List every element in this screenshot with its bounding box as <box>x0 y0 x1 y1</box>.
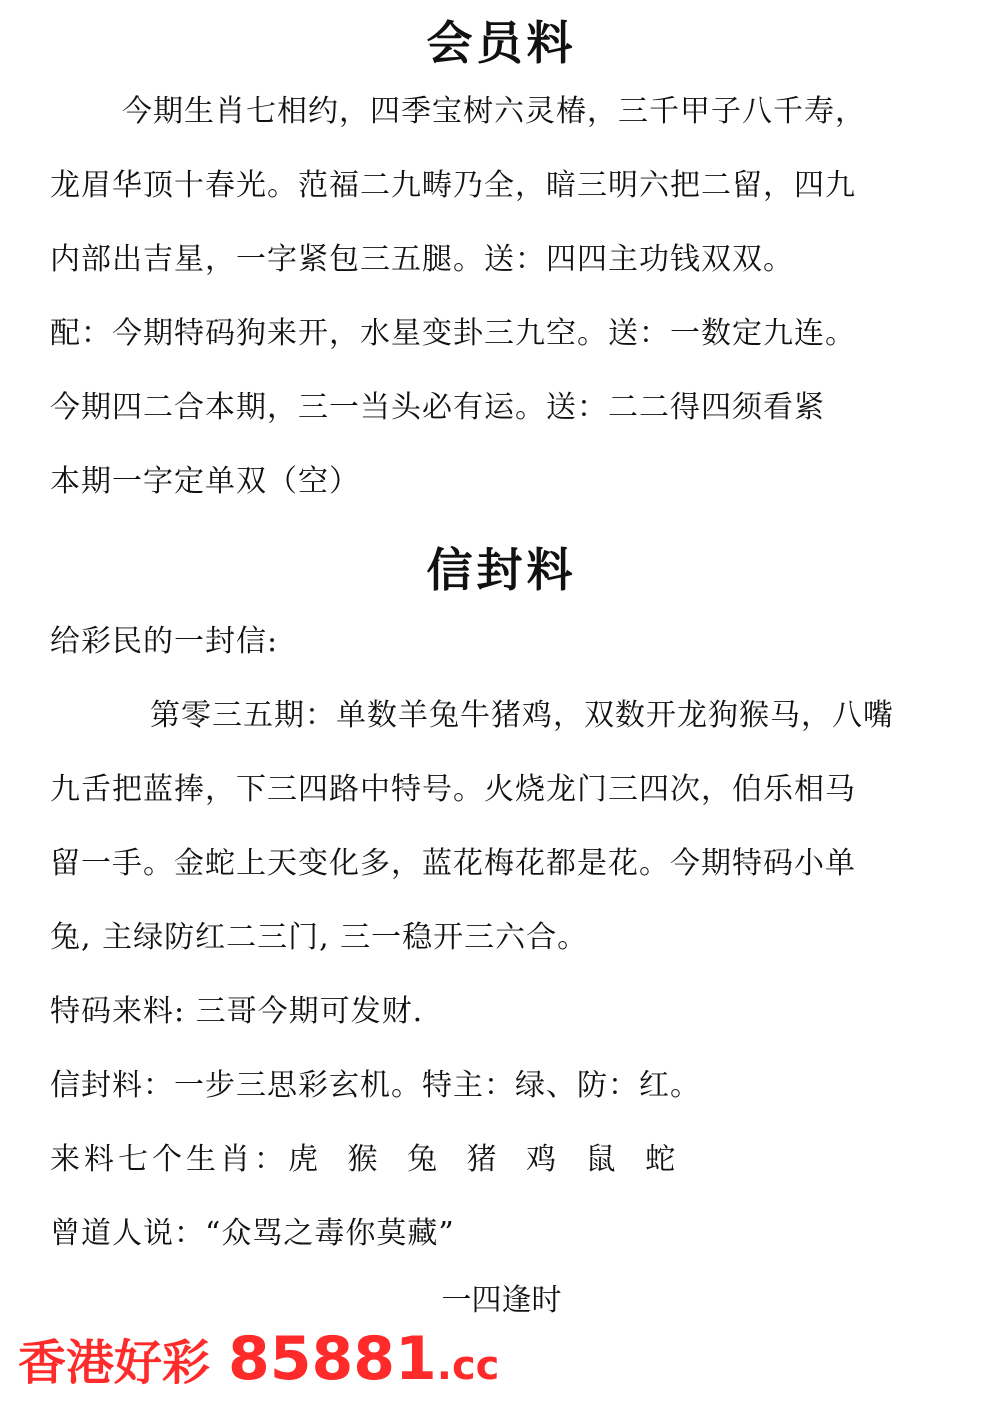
closing-line: 一四逢时 <box>441 1283 562 1319</box>
envelope-verse-line-3: 留一手。金蛇上天变化多，蓝花梅花都是花。今期特码小单 <box>50 846 856 882</box>
section-title-member: 会员料 <box>426 16 577 70</box>
envelope-verse <box>50 679 953 975</box>
member-line-2: 今期四二合本期，三一当头必有运。送：二二得四须看紧 <box>50 389 825 425</box>
envelope-line-1: 特码来料: 三哥今期可发财. <box>50 994 424 1030</box>
watermark <box>18 1324 499 1394</box>
member-line-3: 本期一字定单双（空） <box>50 463 360 499</box>
member-verse-line-3: 内部出吉星，一字紧包三五腿。送：四四主功钱双双。 <box>50 241 794 277</box>
member-extra-lines <box>50 297 953 519</box>
member-verse-line-1: 今期生肖七相约，四季宝树六灵椿，三千甲子八千寿， <box>122 93 866 129</box>
envelope-verse-line-2: 九舌把蓝捧，下三四路中特号。火烧龙门三四次，伯乐相马 <box>50 772 856 808</box>
envelope-lead: 给彩民的一封信: <box>50 624 279 660</box>
zodiac-list: 虎 猴 兔 猪 鸡 鼠 蛇 <box>288 1142 686 1178</box>
quote-label: 曾道人说： <box>50 1216 205 1252</box>
zodiac-label: 来料七个生肖： <box>50 1142 288 1178</box>
member-verse-line-2: 龙眉华顶十春光。范福二九畴乃全，暗三明六把二留，四九 <box>50 167 856 203</box>
quote-text: “众骂之毒你莫藏” <box>205 1216 455 1252</box>
envelope-verse-line-1: 第零三五期：单数羊兔牛猪鸡，双数开龙狗猴马，八嘴 <box>150 698 894 734</box>
zodiac-row <box>50 1123 953 1197</box>
envelope-line-2: 信封料：一步三思彩玄机。特主：绿、防：红。 <box>50 1068 701 1104</box>
envelope-extra-lines <box>50 975 953 1123</box>
section-title-envelope: 信封料 <box>426 542 577 597</box>
member-verse <box>50 75 953 297</box>
watermark-number: 85881 <box>228 1324 437 1394</box>
quote-row <box>50 1197 953 1271</box>
watermark-brand: 香港好彩 <box>18 1335 211 1391</box>
envelope-verse-line-4: 兔, 主绿防红二三门, 三一稳开三六合。 <box>50 920 589 956</box>
document-page <box>0 18 1003 1406</box>
member-line-1: 配：今期特码狗来开，水星变卦三九空。送：一数定九连。 <box>50 315 856 351</box>
watermark-suffix: .cc <box>436 1343 500 1389</box>
